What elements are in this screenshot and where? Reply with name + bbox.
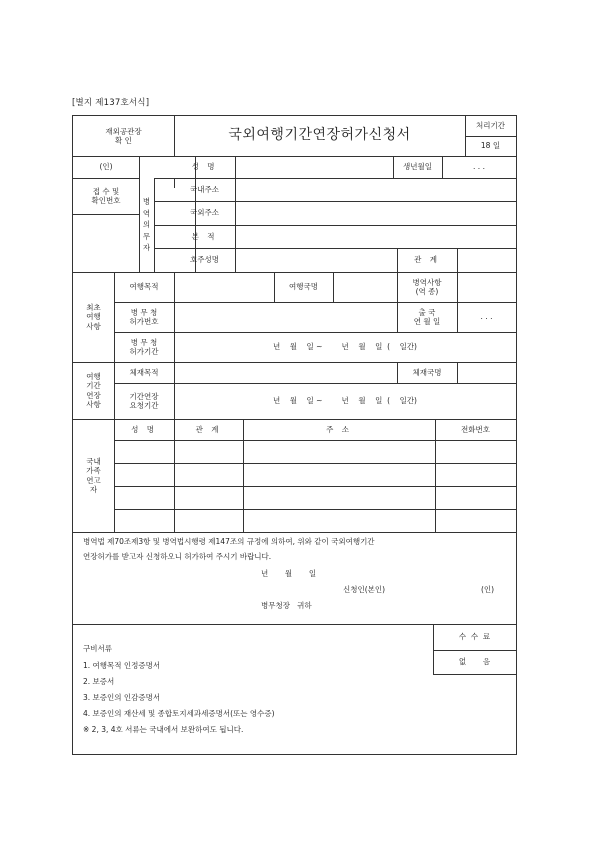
trip-country-label: 여행국명 (289, 282, 318, 292)
overseas-address-label: 국외주소 (190, 208, 219, 218)
registered-address-field[interactable] (235, 225, 516, 248)
stay-purpose-field[interactable] (174, 362, 397, 383)
birthdate-label: 생년월일 (403, 162, 432, 172)
trip-country-field[interactable] (333, 272, 397, 302)
family-address-header: 주 소 (326, 424, 352, 434)
relation-field[interactable] (457, 248, 516, 272)
receipt-number-label: 접 수 및 확인번호 (91, 186, 121, 205)
permit-period-label: 병 무 청 허가기간 (129, 337, 159, 356)
stay-purpose-label: 체재목적 (129, 367, 159, 377)
permit-number-field[interactable] (174, 302, 397, 332)
family-relation-header: 관 계 (195, 424, 222, 434)
initial-trip-label: 최초 여행 사항 (86, 302, 101, 331)
receipt-number-field[interactable] (73, 214, 139, 272)
permit-period-field[interactable]: 년 월 일 ~ 년 월 일 ( 일간) (272, 342, 417, 352)
birthdate-field[interactable]: . . . (473, 162, 485, 172)
applicant-seal: (인) (481, 585, 495, 594)
statement-line-2: 연장허가를 받고자 신청하오니 허가하여 주시기 바랍니다. (83, 552, 272, 561)
family-name-header: 성 명 (131, 424, 157, 434)
family-row[interactable] (114, 463, 516, 486)
name-field[interactable] (235, 156, 393, 178)
family-row[interactable] (114, 486, 516, 509)
application-form (72, 115, 517, 755)
seal-stamp: (인) (99, 162, 113, 172)
document-item: 1. 여행목적 인정증명서 (83, 661, 161, 670)
document-note: ※ 2, 3, 4호 서류는 국내에서 보완하여도 됩니다. (83, 725, 244, 734)
stay-country-field[interactable] (457, 362, 516, 383)
departure-date-field[interactable]: . . . (480, 312, 493, 322)
domestic-family-label: 국내 가족 연고 자 (86, 456, 101, 494)
processing-period-label: 처리기간 (476, 121, 505, 131)
document-item: 2. 보증서 (83, 677, 115, 686)
applicant-label: 신청인(본인) (343, 585, 386, 594)
domestic-address-label: 국내주소 (190, 184, 219, 194)
trip-purpose-field[interactable] (174, 272, 274, 302)
fee-value: 없 음 (458, 657, 491, 667)
family-phone-header: 전화번호 (461, 424, 490, 434)
form-number-label: [별지 제137호서식] (72, 98, 150, 108)
statement-date: 년 월 일 (261, 569, 317, 578)
household-head-field[interactable] (235, 248, 397, 272)
processing-period-value: 18 일 (480, 141, 501, 151)
registered-address-label: 본 적 (191, 231, 218, 241)
embassy-confirm-label: 재외공관장 확 인 (105, 126, 142, 145)
military-status-label: 병역사항 (역 종) (412, 277, 442, 296)
family-row[interactable] (114, 440, 516, 463)
relation-label: 관 계 (414, 255, 440, 265)
family-row[interactable] (114, 509, 516, 532)
form-title: 국외여행기간연장허가신청서 (228, 127, 411, 144)
overseas-address-field[interactable] (235, 201, 516, 225)
military-obligor-label: 병 역 의 무 자 (142, 196, 151, 253)
departure-date-label: 출 국 연 월 일 (413, 307, 441, 326)
domestic-address-field[interactable] (235, 178, 516, 201)
document-item: 4. 보증인의 재산세 및 종합토지세과세증명서(또는 영수증) (83, 709, 275, 718)
military-status-field[interactable] (457, 272, 516, 302)
stay-country-label: 체재국명 (412, 367, 442, 377)
fee-label: 수 수 료 (458, 632, 491, 642)
household-head-label: 호주성명 (190, 255, 219, 265)
recipient-label: 병무청장 귀하 (261, 601, 312, 610)
permit-number-label: 병 무 청 허가번호 (129, 307, 159, 326)
extension-label: 여행 기간 연장 사항 (86, 371, 101, 409)
name-label: 성 명 (191, 162, 218, 172)
requested-period-label: 기간연장 요청기간 (129, 391, 159, 410)
statement-line-1: 병역법 제70조제3항 및 병역법시행령 제147조의 규정에 의하여, 위와 같이 국외여행기간 (83, 537, 375, 546)
documents-title: 구비서류 (83, 644, 112, 653)
trip-purpose-label: 여행목적 (129, 282, 159, 292)
requested-period-field[interactable]: 년 월 일 ~ 년 월 일 ( 일간) (272, 396, 417, 406)
document-item: 3. 보증인의 인감증명서 (83, 693, 161, 702)
